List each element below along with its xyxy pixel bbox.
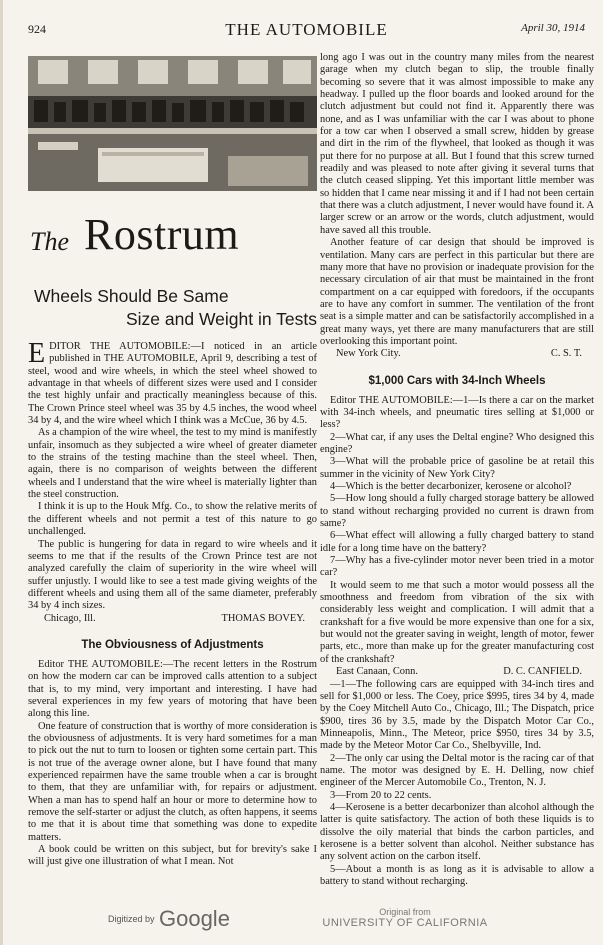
cars-author: D. C. CANFIELD.: [503, 666, 582, 678]
cars-question-5: 5—How long should a fully charged storage battery be allowed to stand without recharging provided no current is drawn from same?: [320, 493, 594, 530]
rostrum-the: The: [30, 227, 69, 256]
left-column: [28, 56, 317, 901]
wheels-headline: [28, 285, 317, 331]
page-spine: [0, 0, 3, 945]
university-label: UNIVERSITY OF CALIFORNIA: [322, 917, 488, 929]
obviousness-paragraph-3: A book could be written on this subject, but for brevity's sake I will just give one illustration of what I mean. Not: [28, 844, 317, 868]
rostrum-title: Rostrum: [84, 210, 240, 259]
wheels-paragraph-3: I think it is up to the Houk Mfg. Co., to show the relative merits of the different wheels and not permit a test of this nature to go unchallenged.: [28, 501, 317, 538]
original-from-label: Original from: [379, 907, 431, 917]
drop-cap: E: [28, 338, 46, 369]
digitized-by-google: [108, 906, 230, 932]
cars-question-8: It would seem to me that such a motor would possess all the smoothness and freedom from vibration of the six with considerably less weight and complication. I will admit that a crankshaft for a five would be more expensive than one for a six, but would not the greater saving in weight, length of motor, fewer parts, etc., more than make up for the greater manufacturing cost of the crankshaft?: [320, 579, 594, 665]
issue-date: April 30, 1914: [521, 22, 585, 34]
answer-4: 4—Kerosene is a better decarbonizer than alcohol although the latter is quite satisfactory. The action of both these liquids is to dissolve the oily material that binds the carbon particles, and kerosene is a better solvent than alcohol. Neither substance has any solvent action on the carbon itself.: [320, 801, 594, 863]
wheels-paragraph-2: As a champion of the wire wheel, the test to my mind is manifestly unfair, insomuch as they subjected a wire wheel of greater diameter to the strains of the testing machine than the steel wheel. Then, again, there is no comparison of weights between the different wheels and I understand that the wire wheel is materially lighter than the steel construction.: [28, 427, 317, 501]
answer-2: 2—The only car using the Deltal motor is the racing car of that name. The motor was designed by E. H. Delling, now chief engineer of the Mercer Automobile Co., Trenton, N. J.: [320, 752, 594, 789]
google-logo: Google: [158, 906, 230, 931]
cars-place: East Canaan, Conn.: [336, 666, 418, 678]
digitized-by-label: Digitized by: [108, 914, 155, 924]
journal-title: THE AUTOMOBILE: [225, 20, 388, 39]
running-header: [28, 20, 585, 38]
obviousness-letter: [28, 659, 317, 869]
right-column: [320, 52, 594, 898]
wheels-paragraph-1: EDITOR THE AUTOMOBILE:—I noticed in an article published in THE AUTOMOBILE, April 9, describing a test of steel, wood and wire wheels, in which the steel wheel showed to advantage in that wheels of different sizes were used and I consider the test highly unfair and practically meaningless because of this. The Crown Prince steel wheel was 35 by 4.5 inches, the wood wheel 34 by 4, and the wire wheel which I think was a McCue, 36 by 4.5.: [28, 338, 317, 427]
page-number: 924: [28, 22, 46, 36]
cars-answers: [320, 679, 594, 889]
cars-question-6: 6—What effect will allowing a fully charged battery to stand idle for a long time have on the battery?: [320, 530, 594, 554]
continued-author: C. S. T.: [550, 348, 582, 360]
headline-line-2: Size and Weight in Tests: [126, 309, 317, 329]
cars-question-3: 3—What will the probable price of gasoline be at retail this summer in the vicinity of New York City?: [320, 456, 594, 480]
continued-paragraph-1: long ago I was out in the country many miles from the nearest garage when my clutch began to slip, the trouble finally becoming so severe that it was almost impossible to make any headway. I pulled up the floor boards and looked around for the clutch adjustment but could not find it. Apparently there was none, and as I was unfamiliar with the car I was about to phone for a tow car when I observed a small screw, hidden by grease and dirt in the rim of the flywheel, that looked as though it was put there for no purpose at all. But I found that this screw turned readily and was pleased to note after giving it several turns that the clutch ceased slipping. Yet this important little member was so hidden that I came near missing it and if I had not been certain that there was a clutch adjustment, I never would have found it. A larger screw or an arrow or the words, clutch adjustment, would have saved all this trouble.: [320, 52, 594, 236]
rostrum-masthead: [28, 209, 317, 269]
obviousness-paragraph-1: Editor THE AUTOMOBILE:—The recent letters in the Rostrum on how the modern car can be improved calls attention to a subject that is, to my mind, very important and interesting. I have had several experiences in my few years of motoring that have been along this line.: [28, 658, 317, 720]
wheels-signature: [28, 613, 317, 625]
continued-place: New York City.: [336, 348, 401, 360]
cars-title: $1,000 Cars with 34-Inch Wheels: [368, 374, 546, 387]
cars-question-2: 2—What car, if any uses the Deltal engine? Who designed this engine?: [320, 431, 594, 455]
obviousness-title: The Obviousness of Adjustments: [81, 638, 264, 651]
cars-question-1: Editor THE AUTOMOBILE:—1—Is there a car on the market with 34-inch wheels, and pneumatic tires selling at $1,000 or less?: [320, 394, 594, 431]
obviousness-continued: [320, 52, 594, 348]
cars-signature: [320, 666, 594, 678]
headline-line-1: Wheels Should Be Same: [34, 286, 229, 306]
cars-letter: [320, 395, 594, 667]
garage-photo: [28, 56, 317, 191]
continued-signature: [320, 348, 594, 360]
wheels-author: THOMAS BOVEY.: [221, 612, 305, 624]
continued-paragraph-2: Another feature of car design that should be improved is ventilation. Many cars are perfect in this particular but there are many more that have no provision or inadequate provision for the necessary circulation of air that must be maintained in the front compartment on a car equipped with foredoors, if the occupants are to have any comfort in summer. The ventilation of the front seat is a simple matter and can be satisfactorily accomplished in a great many ways, yet there are many manufacturers that are still overlooking this important point.: [320, 237, 594, 347]
answer-5: 5—About a month is as long as it is advisable to allow a battery to stand without recharging.: [320, 863, 594, 887]
cars-question-4: 4—Which is the better decarbonizer, kerosene or alcohol?: [330, 481, 572, 492]
wheels-letter: [28, 338, 317, 613]
obviousness-paragraph-2: One feature of construction that is worthy of more consideration is the obviousness of adjustments. It is very hard sometimes for a man to pick out the nut to turn to loosen or tighten some certain part. This is not true of the average owner alone, but I have found that many experienced repairmen have the same trouble when a car is brought to them, that they are unfamiliar with, for repairs or adjustment. When a man has to spend half an hour or more to determine how to remove the self-starter or adjust the clutch, as often happens, it seems to me that it is about time that something was done to expedite matters.: [28, 720, 317, 843]
wheels-place: Chicago, Ill.: [44, 612, 96, 624]
garage-interior-illustration: [28, 56, 317, 191]
answer-3: 3—From 20 to 22 cents.: [330, 789, 432, 801]
answer-1: —1—The following cars are equipped with 34-inch tires and sell for $1,000 or less. The Coey, price $995, tires 34 by 4, made by the Coey Mitchell Auto Co., Chicago, Ill.; The Dispatch, price $900, tires 36 by 3.5, made by the Dispatch Motor Car Co., Minneapolis, Minn., The Meteor, price $950, tires 34 by 3.5, made by the Meteor Motor Car Co., Shelbyville, Ind.: [320, 678, 594, 752]
wheels-paragraph-4: The public is hungering for data in regard to wire wheels and it seems to me that if the results of the Crown Prince test are not analyzed carefully the claim of superiority in the wire wheel will suffer unjustly. I would like to see a test made giving weights of the different wheels and using them all of the same diameter, preferably 34 by 4 inch sizes.: [28, 538, 317, 612]
original-from: [320, 907, 490, 929]
cars-question-7: 7—Why has a five-cylinder motor never been tried in a motor car?: [320, 555, 594, 579]
